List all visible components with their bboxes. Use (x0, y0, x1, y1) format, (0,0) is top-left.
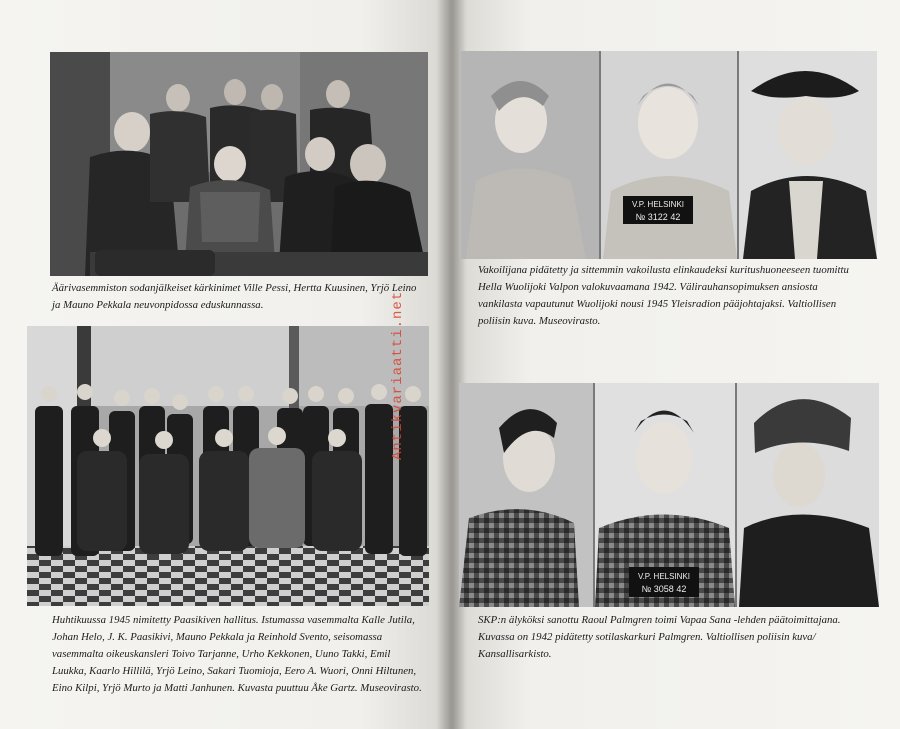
placard-palmgren-line1: V.P. HELSINKI (637, 572, 691, 581)
placard-wuolijoki-line2: № 3122 42 (635, 212, 681, 222)
caption-bottom-right: SKP:n älyköksi sanottu Raoul Palmgren toimi Vapaa Sana -lehden päätoimittajana. Kuvassa on 1942 pidätetty sotilaskarkuri Palmgren. Valtiollisen poliisin kuva/ Kansallisarkisto. (478, 614, 841, 660)
placard-palmgren-line2: № 3058 42 (641, 584, 687, 594)
caption-bottom-left: Huhtikuussa 1945 nimitetty Paasikiven hallitus. Istumassa vasemmalta Kalle Jutila, Johan Helo, J. K. Paasikivi, Mauno Pekkala ja Reinhold Svento, seisomassa vasemmalta oikeuskansleri Toivo Tarjanne, Urho Kekkonen, Uuno Takki, Emil Luukka, Kaarlo Hillilä, Yrjö Leino, Sakari Tuomioja, Eero A. Wuori, Onni Hiltunen, Eino Kilpi, Yrjö Murto ja Matti Janhunen. Kuvasta puuttuu Åke Gartz. Museovirasto. (52, 614, 422, 694)
photo-parliament-meeting (50, 52, 428, 276)
caption-top-right: Vakoilijana pidätetty ja sittemmin vakoilusta elinkaudeksi kuritushuoneeseen tuomittu Hella Wuolijoki Valpon valokuvaamana 1942. Välirauhansopimuksen ansiosta vankilasta vapautunut Wuolijoki nousi 1945 Yleisradion pääjohtajaksi. Valtiollisen poliisin kuva. Museovirasto. (478, 264, 849, 327)
photo-wuolijoki-mugshots (461, 51, 877, 259)
caption-top-left: Äärivasemmiston sodanjälkeiset kärkinimet Ville Pessi, Hertta Kuusinen, Yrjö Leino ja Mauno Pekkala neuvonpidossa eduskunnassa. (52, 282, 417, 311)
placard-wuolijoki-line1: V.P. HELSINKI (631, 200, 685, 209)
watermark-text: Antikvariaatti.net (390, 290, 406, 460)
photo-paasikivi-government (27, 326, 429, 606)
photo-palmgren-mugshots (459, 383, 879, 607)
